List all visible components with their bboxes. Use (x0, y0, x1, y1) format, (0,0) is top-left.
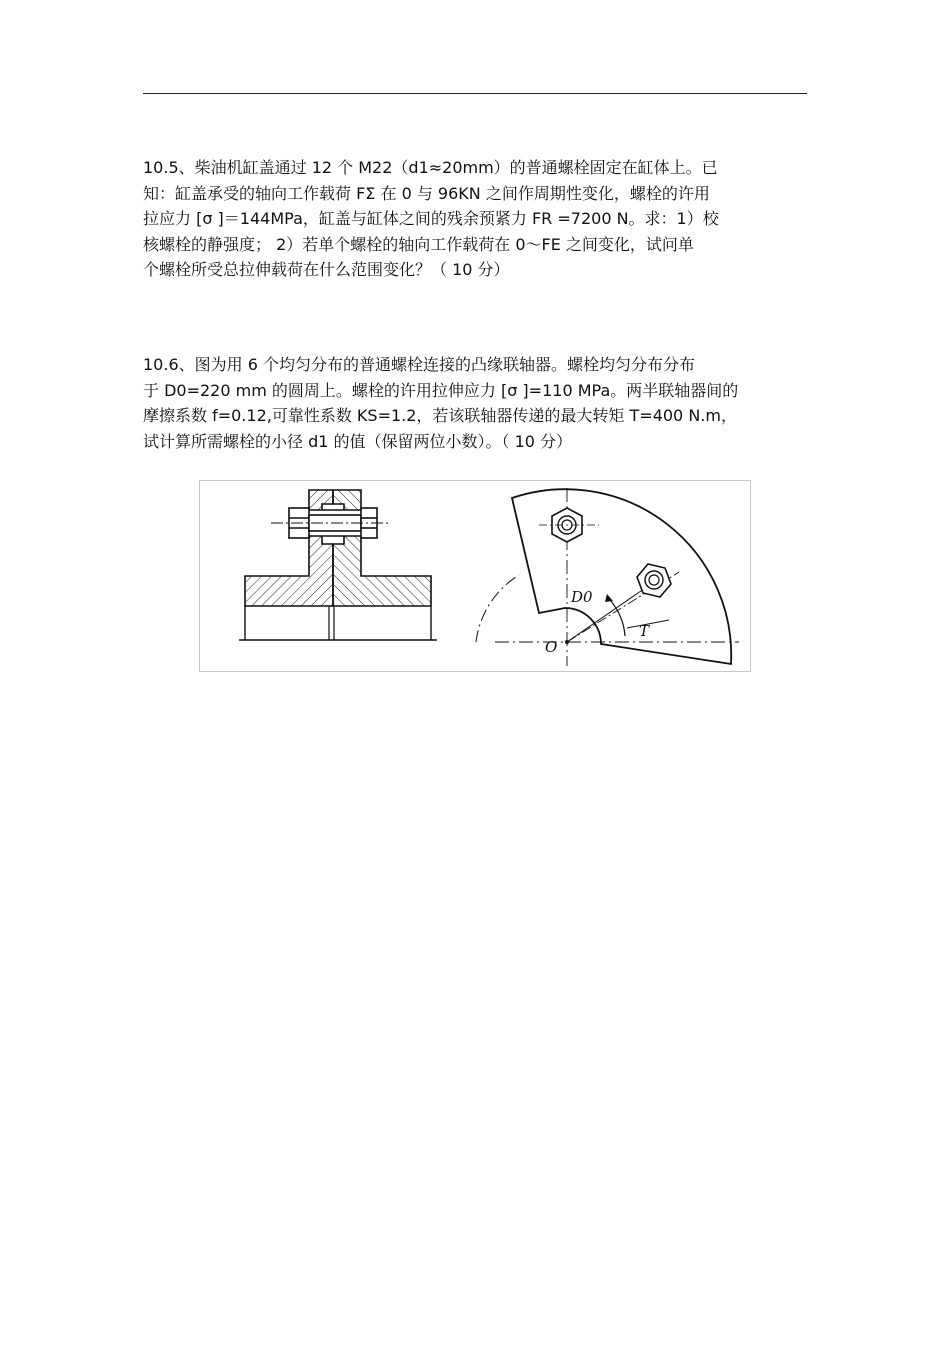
problem-10-5-line-4: 核螺栓的静强度； 2）若单个螺栓的轴向工作载荷在 0～FE 之间变化，试问单 (143, 234, 694, 254)
problem-10-5-line-3: 拉应力 [σ ]＝144MPa，缸盖与缸体之间的残余预紧力 FR =7200 N。求：1）校 (143, 209, 719, 229)
problem-10-6-line-4: 试计算所需螺栓的小径 d1 的值（保留两位小数）。（ 10 分） (143, 431, 573, 451)
right-flange-half (333, 490, 431, 606)
label-D0: D0 (571, 588, 593, 606)
problem-10-6-line-2: 于 D0=220 mm 的圆周上。螺栓的许用拉伸应力 [σ ]=110 MPa。两半联轴器间的 (143, 380, 739, 400)
problem-10-5-line-2: 知：缸盖承受的轴向工作载荷 FΣ 在 0 与 96KN 之间作周期性变化，螺栓的许用 (143, 183, 710, 203)
pitch-circle (476, 575, 519, 642)
label-O: O (545, 638, 558, 656)
label-T: T (639, 622, 650, 640)
problem-10-6-line-1: 10.6、图为用 6 个均匀分布的普通螺栓连接的凸缘联轴器。螺栓均匀分布分布 (143, 355, 695, 374)
section-view (239, 490, 437, 640)
problem-10-5-line-5: 个螺栓所受总拉伸载荷在什么范围变化？（ 10 分） (143, 260, 510, 280)
problem-10-5 (143, 155, 813, 283)
coupling-drawing (199, 480, 751, 672)
problem-10-5-line-1: 10.5、柴油机缸盖通过 12 个 M22（d1≈20mm）的普通螺栓固定在缸体上。已 (143, 158, 718, 177)
header-rule (143, 93, 807, 94)
problem-10-6 (143, 352, 813, 454)
coupling-figure (199, 480, 751, 672)
problem-10-6-line-3: 摩擦系数 f=0.12,可靠性系数 KS=1.2，若该联轴器传递的最大转矩 T=400 N.m， (143, 406, 737, 426)
end-view (476, 488, 739, 666)
